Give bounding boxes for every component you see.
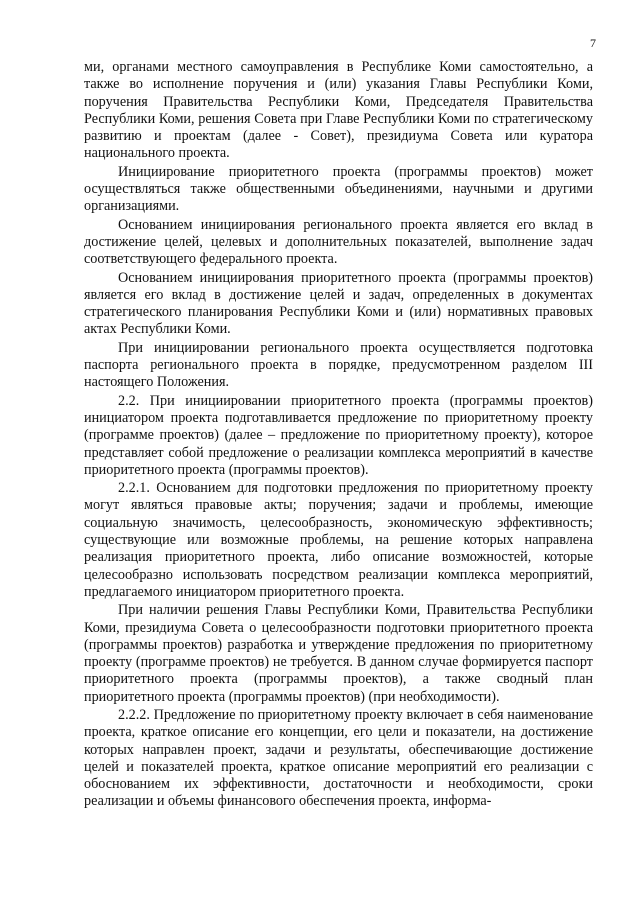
paragraph: Основанием инициирования регионального проекта является его вклад в достижение целей, целевых и дополнительных показателей, выполнение задач соответствующего федерального проекта. (84, 216, 593, 268)
page-number: 7 (590, 36, 596, 50)
paragraph: При наличии решения Главы Республики Коми, Правительства Республики Коми, президиума Совета о целесообразности подготовки приоритетного проекта (программы проектов) разработка и утверждение предложения по приоритетному проекту (программе проектов) не требуется. В данном случае формируется паспорт приоритетного проекта (программы проектов), а также сводный план приоритетного проекта (программы проектов) (при необходимости). (84, 602, 593, 705)
paragraph: Инициирование приоритетного проекта (программы проектов) может осуществляться также общественными объединениями, научными и другими организациями. (84, 163, 593, 215)
document-body (84, 59, 593, 811)
section-2-2-1-paragraph: 2.2.1. Основанием для подготовки предложения по приоритетному проекту могут являться правовые акты; поручения; задачи и проблемы, имеющие социальную значимость, целесообразность, экономическую эффективность; существующие или возможные проблемы, на решение которых направлена реализация приоритетного проекта, либо описание возможностей, которые целесообразно использовать посредством реализации комплекса мероприятий, предлагаемого инициатором приоритетного проекта. (84, 480, 593, 600)
paragraph: При инициировании регионального проекта осуществляется подготовка паспорта регионального проекта в порядке, предусмотренном разделом III настоящего Положения. (84, 339, 593, 391)
section-2-2-paragraph: 2.2. При инициировании приоритетного проекта (программы проектов) инициатором проекта подготавливается предложение по приоритетному проекту (программе проектов) (далее – предложение по приоритетному проекту), которое представляет собой предложение о реализации комплекса мероприятий в качестве приоритетного проекта (программы проектов). (84, 392, 593, 478)
paragraph: Основанием инициирования приоритетного проекта (программы проектов) является его вклад в достижение целей и задач, определенных в документах стратегического планирования Республики Коми и (или) нормативных правовых актах Республики Коми. (84, 269, 593, 338)
paragraph-continuation: ми, органами местного самоуправления в Республике Коми самостоятельно, а также во исполнение поручения и (или) указания Главы Республики Коми, поручения Правительства Республики Коми, Председателя Правительства Республики Коми, решения Совета при Главе Республики Коми по стратегическому развитию и проектам (далее - Совет), президиума Совета или куратора национального проекта. (84, 59, 593, 162)
section-2-2-2-paragraph: 2.2.2. Предложение по приоритетному проекту включает в себя наименование проекта, краткое описание его концепции, его цели и показатели, на достижение которых направлен проект, задачи и результаты, обеспечивающие достижение целей и показателей проекта, краткое описание мероприятий его реализации с обоснованием их эффективности, достаточности и необходимости, сроки реализации и объемы финансового обеспечения проекта, информа- (84, 706, 593, 810)
